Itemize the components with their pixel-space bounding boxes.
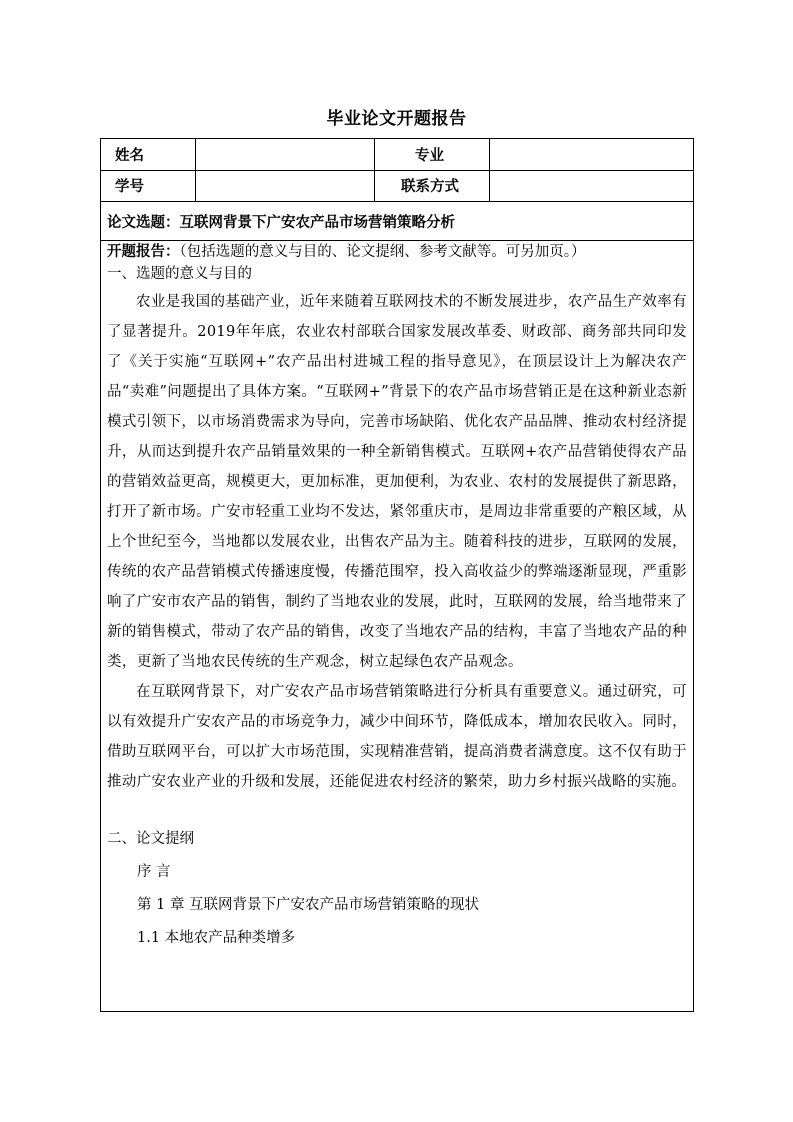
section1-heading: 一、选题的意义与目的 xyxy=(107,266,252,282)
topic-value: 互联网背景下广安农产品市场营销策略分析 xyxy=(179,215,455,231)
row-divider xyxy=(101,201,693,202)
section2-heading: 二、论文提纲 xyxy=(107,831,194,847)
report-body xyxy=(107,241,687,955)
proposal-form-table xyxy=(100,138,694,1012)
column-divider xyxy=(374,139,375,201)
student-id-field[interactable] xyxy=(196,171,374,201)
paragraph: 在互联网背景下，对广安农产品市场营销策略进行分析具有重要意义。通过研究，可以有效提升广安农产品的市场竞争力，减少中间环节，降低成本，增加农民收入。同时，借助互联网平台，可以扩大市场范围，实现精准营销，提高消费者满意度。这不仅有助于推动广安农业产业的升级和发展，还能促进农村经济的繁荣，助力乡村振兴战略的实施。 xyxy=(107,684,687,790)
report-note: （包括选题的意义与目的、论文提纲、参考文献等。可另加页。） xyxy=(179,244,586,260)
topic-label: 论文选题： xyxy=(107,215,180,231)
thesis-topic xyxy=(107,211,455,232)
page-title: 毕业论文开题报告 xyxy=(326,109,467,129)
report-header xyxy=(107,241,687,263)
contact-field[interactable] xyxy=(490,171,693,201)
contact-label: 联系方式 xyxy=(401,179,459,195)
paragraph: 农业是我国的基础产业，近年来随着互联网技术的不断发展进步，农产品生产效率有了显著提升。2019年年底，农业农村部联合国家发展改革委、财政部、商务部共同印发了《关于实施“互联网+”农产品出村进城工程的指导意见》，在顶层设计上为解决农产品“卖难”问题提出了具体方案。“互联网+”背景下的农产品市场营销正是在这种新业态新模式引领下，以市场消费需求为导向，完善市场缺陷、优化农产品品牌、推动农村经济提升，从而达到提升农产品销量效果的一种全新销售模式。互联网+农产品营销使得农产品的营销效益更高，规模更大，更加标准，更加便利，为农业、农村的发展提供了新思路，打开了新市场。广安市轻重工业均不发达，紧邻重庆市，是周边非常重要的产粮区域，从上个世纪至今，当地都以发展农业，出售农产品为主。随着科技的进步，互联网的发展，传统的农产品营销模式传播速度慢，传播范围窄，投入高收益少的弊端逐渐显现，严重影响了广安市农产品的销售，制约了当地农业的发展，此时，互联网的发展，给当地带来了新的销售模式，带动了农产品的销售，改变了当地农产品的结构，丰富了当地农产品的种类，更新了当地农民传统的生产观念，树立起绿色农产品观念。 xyxy=(107,294,687,670)
report-label: 开题报告： xyxy=(107,244,180,260)
major-field[interactable] xyxy=(490,139,693,170)
outline-item: 序 言 xyxy=(137,864,171,880)
name-label: 姓名 xyxy=(115,148,144,164)
major-label: 专业 xyxy=(415,148,444,164)
outline-item: 第 1 章 互联网背景下广安农产品市场营销策略的现状 xyxy=(137,897,480,913)
outline-item: 1.1 本地农产品种类增多 xyxy=(137,930,296,946)
student-id-label: 学号 xyxy=(115,179,144,195)
name-field[interactable] xyxy=(196,139,374,170)
